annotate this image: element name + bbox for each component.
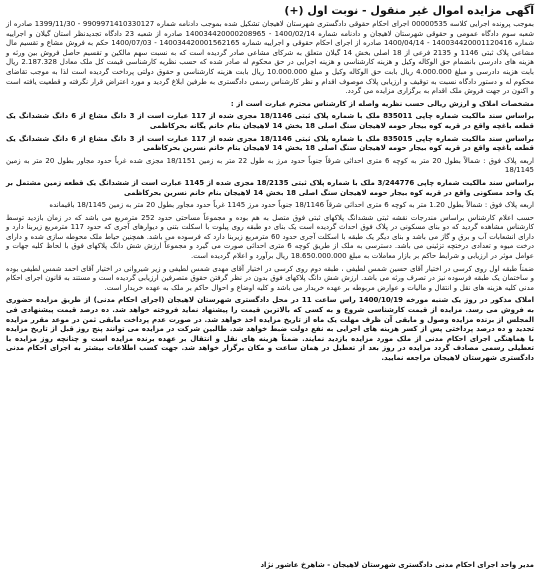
notice-paragraph-expert-opinion: حسب اعلام کارشناس براساس مندرجات نقشه ثبتی ششدانگ پلاکهای ثبتی فوق متصل به هم بوده و مجموعاً مساحتی حدود 252 مترمربع می باشد که در زمان بازدید توسط کارشناس مشاهده گردید که دو بنای مسکونی در پلاک فوق احداث گردیده است یک بنای دو طبقه روی پیلوت با اسکلت بتنی و دیوارهای آجری که حدود 117 مترمربع زیربنا دارد و دارای انشعابات آب و برق و گاز می باشد و بنای دیگر یک طبقه با اسکلت آجری حدود 60 مترمربع زیربنا دارد که فرسوده می باشد. همچنین حیاط ملک محوطه سازی شده و دارای درخت میوه و تعدادی درختچه تزئینی می باشد. دسترسی به ملک از طریق کوچه 6 متری احداثی صورت می گیرد و مجموعاً ارزش شش دانگ پلاکهای فوق با لحاظ کلیه جهات و عوامل موثر در ارزیابی و شرایط حاکم بر بازار معاملات به مبلغ 18.650.000.000 ریال برآورد و اعلام گردیده است. [6, 213, 534, 261]
notice-paragraph-deed-1: براساس سند مالکیت شماره چاپی 835011 ملک با شماره پلاک ثبتی 18/1146 مجزی شده از 117 عبارت است از 3 دانگ مشاع از 6 دانگ ششدانگ یک قطعه باغچه واقع در قریه کوه بیجار حومه لاهیجان سنگ اصلی 18 بخش 14 لاهیجان بنام خانم یگانه بحرکاظمی [6, 112, 534, 130]
notice-paragraph-occupancy: ضمناً طبقه اول روی کرسی در اختیار آقای حسین شمس لطیفی ، طبقه دوم روی کرسی در اختیار آقای مهدی شمس لطیفی و زیر شیروانی در اختیار آقای احمد شمس لطیفی بوده و ساختمان یک طبقه فرسوده نیز در تصرف ورثه می باشد. ارزش شش دانگ پلاکهای فوق بدون در نظر گرفتن حقوق متصرفین ارزیابی گردیده است و مستند به قانون اجرای احکام مدنی کلیه هزینه های نقل و انتقال و مالیات و عوارض مربوطه بر عهده خریدار می باشد و کلیه اوضاع و احوال حاکم بر ملک به عهده خریدار است. [6, 264, 534, 292]
notice-title: آگهی مزایده اموال غیر منقول - نوبت اول (+) [284, 4, 534, 17]
notice-paragraph-intro: بموجب پرونده اجرایی کلاسه 00000535 اجرای احکام حقوقی دادگستری شهرستان لاهیجان تشکیل شده بموجب دادنامه شماره 9909971410330127 - 1399/11/30 صادره از شعبه سوم دادگاه عمومی و حقوقی شهرستان لاهیجان و دادنامه شماره 1400/02/14 - 140034420000208965 صادره از شعبه 23 دادگاه تجدیدنظر استان گیلان و اجراییه شماره 140034420001120416 - 1400/04/14 صادره از اجرای احکام حقوقی و اجراییه شماره 140034420001562165 - 1400/07/03 حکم به فروش مشاع و تقسیم مال مشاعی پلاک ثبتی 1146 و 2135 فرعی از 18 اصلی بخش 14 گیلان متعلق به شرکای مشاعی صادر گردیده است که به نسبت سهم مالکین و تقسیم حاصل فروش بین ورثه و هزینه های دادرسی بانضمام حق الوکاله وکیل و هزینه کارشناسی و هزینه اجرایی در حق محکوم له صادر شده که حسب نظریه کارشناسی قیمت کل ملک معادل 2.187.328 ریال بابت هزینه دادرسی و مبلغ 4.000.000 ریال بابت حق الوکاله وکیل و مبلغ 10.000.000 ریال بابت هزینه کارشناسی و حقوق دولتی پرداخت گردیده است لذا به موجب تقاضای محکوم له و دستور دادگاه نسبت به توقیف و ارزیابی پلاک موصوف اقدام و نظر کارشناس رسمی دادگستری به طرفین ابلاغ گردید و مورد اعتراض قرار نگرفته و قطعیت یافته است و اکنون در جهت فروش ملک اقدام به برگزاری مزایده می گردد. [6, 20, 535, 96]
notice-signature: مدیر واحد اجرای احکام مدنی دادگستری شهرستان لاهیجان - شاهرخ عاشور نژاد [260, 561, 534, 569]
notice-paragraph-boundaries-2: اربعه پلاک فوق : شمالاً بطول 1.20 متر به کوچه 6 متری احداثی شرقاً 18/1146 جنوباً حدود مرز 1145 غرباً حدود مجاور بطول 20 متر به زمین 18/1145 باقیمانده [49, 201, 534, 210]
notice-paragraph-spec-heading: مشخصات املاک و ارزش ریالی حسب نظریه واصله از کارشناس محترم عبارت است از : [230, 99, 534, 108]
notice-paragraph-deed-2: براساس سند مالکیت شماره چاپی 835015 ملک با شماره پلاک ثبتی 18/1146 مجزی شده از 117 عبارت است از 3 دانگ مشاع از 6 دانگ ششدانگ یک قطعه باغچه واقع در قریه کوه بیجار حومه لاهیجان سنگ اصلی 18 بخش 14 لاهیجان بنام خانم نسرین بحرکاظمی [6, 134, 534, 153]
notice-paragraph-auction-terms: املاک مذکور در روز یک شنبه مورخه 1400/10/19 راس ساعت 11 در محل دادگستری شهرستان لاهیجان (اجرای احکام مدنی) از طریق مزایده حضوری به فروش می رسد. مزایده از قیمت کارشناسی شروع و به کسی که بالاترین قیمت را پیشنهاد نماید فروخته خواهد شد. ده درصد قیمت پیشنهادی فی المجلس از برنده مزایده وصول و مابقی آن ظرف مهلت یک ماه از تاریخ مزایده اخذ خواهد شد. در صورت عدم پرداخت مابقی ثمن در موعد مقرر مزایده تجدید و ده درصد پرداختی پس از کسر هزینه های اجرایی به نفع دولت ضبط خواهد شد. طالبین شرکت در مزایده می توانند پنج روز قبل از تاریخ مزایده با هماهنگی اجرای احکام مدنی از ملک مورد مزایده بازدید نمایند. ضمناً هزینه های نقل و انتقال بر عهده برنده مزایده است و چنانچه روز مزایده با تعطیلی رسمی مصادف گردد مزایده در روز بعد از تعطیل در همان ساعت و مکان برگزار خواهد شد. جهت کسب اطلاعات بیشتر به اجرای احکام مدنی دادگستری شهرستان لاهیجان مراجعه نمایید. [6, 296, 534, 362]
notice-paragraph-boundaries-1: اربعه پلاک فوق : شمالاً بطول 20 متر به کوچه 6 متری احداثی شرقاً جنوباً حدود مرز به طول 22 متر به زمین 18/1151 مجزی شده غرباً حدود مجاور بطول 20 متر به زمین 18/1145 [6, 156, 535, 175]
notice-paragraph-deed-3: براساس سند مالکیت شماره چاپی 3/244776 ملک با شماره پلاک ثبتی 18/2135 مجزی شده از 1145 عبارت است از ششدانگ یک قطعه زمین مشتمل بر یک واحد مسکونی واقع در قریه کوه بیجار حومه لاهیجان سنگ اصلی 18 بخش 14 لاهیجان بنام خانم نسرین بحرکاظمی [6, 178, 534, 197]
